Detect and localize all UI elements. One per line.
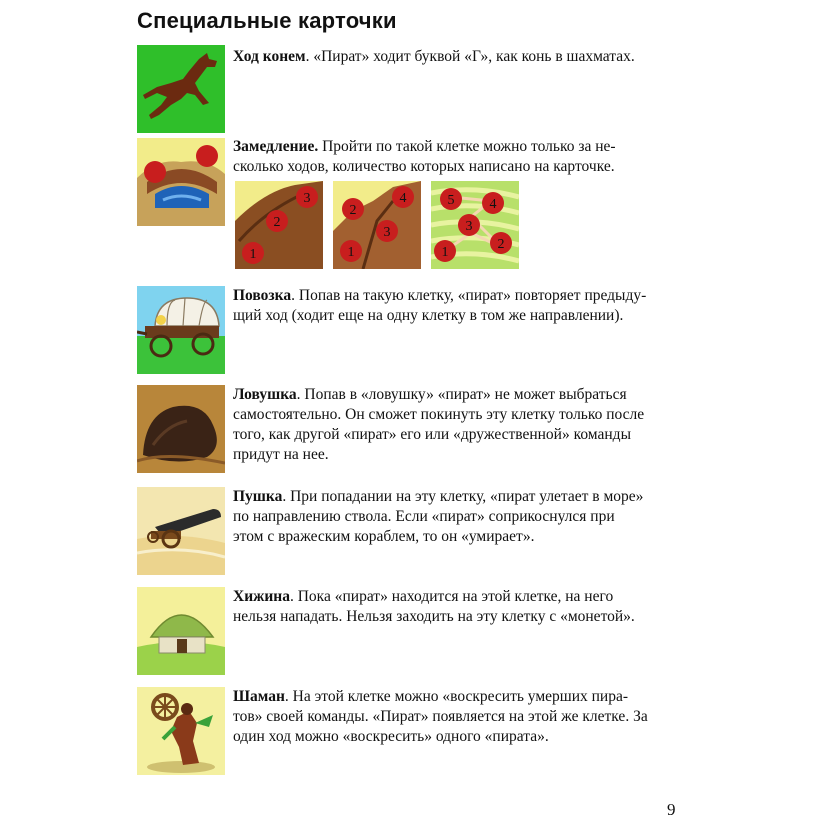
slowdown-number: 3	[303, 191, 311, 206]
item-description	[233, 385, 681, 465]
slowdown-number: 1	[347, 245, 355, 260]
item-description	[233, 487, 681, 547]
page-title: Специальные карточки	[137, 8, 397, 33]
slowdown-number: 1	[249, 247, 257, 262]
item-description	[233, 687, 681, 747]
item-separator: .	[289, 588, 298, 605]
item-text-line: сколько ходов, количество которых написано на карточке.	[233, 158, 615, 175]
item-name: Ход конем	[233, 48, 306, 65]
item-text-line: нельзя нападать. Нельзя заходить на эту клетку с «монетой».	[233, 608, 635, 625]
item-text-line: На этой клетке можно «воскресить умерших пира-	[292, 688, 629, 705]
slowdown-4-card-icon	[333, 181, 421, 269]
item-name: Пушка	[233, 488, 283, 505]
item-description	[233, 137, 681, 177]
slowdown-number: 4	[489, 197, 497, 212]
item-text-line: тов» своей команды. «Пират» появляется на этой же клетке. За	[233, 708, 648, 725]
slowdown-number: 3	[465, 219, 473, 234]
item-text-line: «Пират» ходит буквой «Г», как конь в шахматах.	[313, 48, 635, 65]
item-text-line: Пройти по такой клетке можно только за не-	[322, 138, 616, 155]
item-text-line: того, как другой «пират» его или «дружественной» команды	[233, 426, 631, 443]
item-separator: .	[305, 48, 314, 65]
item-separator: .	[282, 488, 291, 505]
item-text-line: этом с вражеским кораблем, то он «умирает».	[233, 528, 535, 545]
item-text-line: Попав на такую клетку, «пират» повторяет предыду-	[298, 287, 647, 304]
trap-card-icon	[137, 385, 225, 473]
page-number: 9	[667, 800, 676, 819]
item-text-line: один ход можно «воскресить» одного «пирата».	[233, 728, 549, 745]
item-text-line: самостоятельно. Он сможет покинуть эту клетку только после	[233, 406, 645, 423]
item-separator: .	[291, 287, 299, 304]
item-name: Ловушка	[233, 386, 297, 403]
bridge-card-icon	[137, 138, 225, 226]
item-name: Шаман	[233, 688, 285, 705]
slowdown-number: 2	[273, 215, 281, 230]
item-text-line: по направлению ствола. Если «пират» соприкоснулся при	[233, 508, 615, 525]
slowdown-number: 1	[441, 245, 449, 260]
item-text-line: Пока «пират» находится на этой клетке, на него	[297, 588, 614, 605]
slowdown-number: 3	[383, 225, 391, 240]
item-name: Хижина	[233, 588, 290, 605]
shaman-card-icon	[137, 687, 225, 775]
slowdown-number: 5	[447, 193, 455, 208]
item-name: Повозка	[233, 287, 292, 304]
item-text-line: При попадании на эту клетку, «пират улетает в море»	[290, 488, 644, 505]
item-separator: .	[296, 386, 305, 403]
slowdown-5-card-icon	[431, 181, 519, 269]
item-text-line: придут на нее.	[233, 446, 329, 463]
item-separator: .	[284, 688, 293, 705]
item-description	[233, 587, 681, 627]
slowdown-3-card-icon	[235, 181, 323, 269]
item-text-line: щий ход (ходит еще на одну клетку в том же направлении).	[233, 307, 624, 324]
item-description	[233, 47, 681, 67]
item-description	[233, 286, 681, 326]
slowdown-number: 4	[399, 191, 407, 206]
cannon-card-icon	[137, 487, 225, 575]
slowdown-number: 2	[497, 237, 505, 252]
item-text-line: Попав в «ловушку» «пират» не может выбраться	[304, 386, 627, 403]
hut-card-icon	[137, 587, 225, 675]
item-name: Замедление.	[233, 138, 319, 155]
wagon-card-icon	[137, 286, 225, 374]
slowdown-number: 2	[349, 203, 357, 218]
horse-card-icon	[137, 45, 225, 133]
